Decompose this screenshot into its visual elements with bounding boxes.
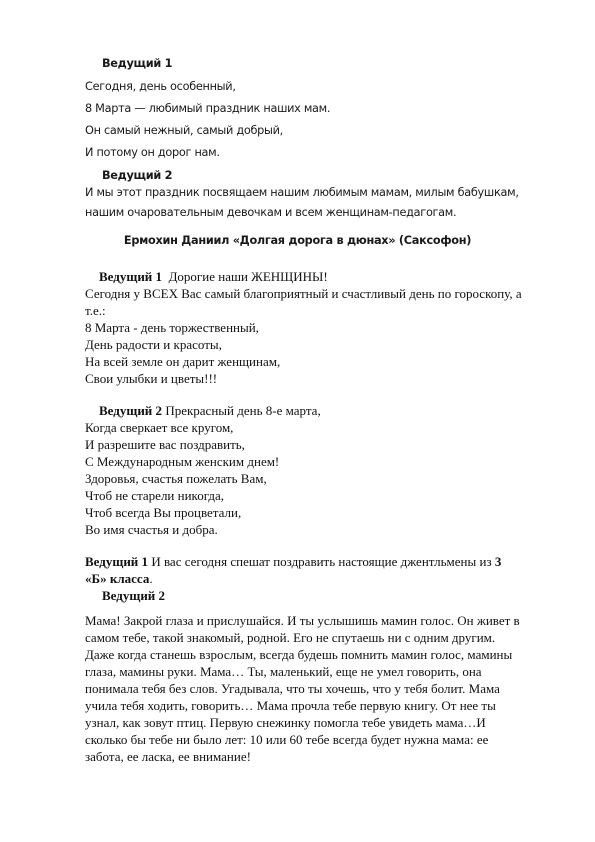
text-line: Даже когда станешь взрослым, всегда будешь помнить мамин голос, мамины <box>85 647 513 662</box>
text-line: сколько бы тебе ни было лет: 10 или 60 тебе всегда будет нужна мама: ее <box>85 732 489 747</box>
text-line: 8 Марта — любимый праздник наших мам. <box>85 102 331 115</box>
class-name: «Б» класса <box>85 571 150 586</box>
text-line: С Международным женским днем! <box>85 454 280 469</box>
performance-title: Ермохин Даниил «Долгая дорога в дюнах» (Саксофон) <box>123 234 472 247</box>
paragraph-first-line <box>99 269 328 285</box>
text-line: Здоровья, счастья пожелать Вам, <box>85 471 267 486</box>
speaker-label: Ведущий 1 <box>85 554 149 569</box>
text-line: 8 Марта - день торжественный, <box>85 320 259 335</box>
class-number: 3 <box>494 554 502 569</box>
text-fragment: И вас сегодня спешат поздравить настоящие джентльмены из <box>151 554 492 569</box>
text-line: понимала тебя без слов. Угадывала, что ты хочешь, что у тебя болит. Мама <box>85 681 500 696</box>
text-line: На всей земле он дарит женщинам, <box>85 354 281 369</box>
speaker-label: Ведущий 2 <box>99 403 163 418</box>
text-line: Сегодня у ВСЕХ Вас самый благоприятный и счастливый день по гороскопу, а <box>85 286 522 301</box>
text-line: самом тебе, такой знакомый, родной. Его не спутаешь ни с одним другим. <box>85 630 496 645</box>
text-line: т.е.: <box>85 303 106 318</box>
text-fragment: . <box>149 571 153 586</box>
text-line <box>85 571 153 587</box>
text-line: День радости и красоты, <box>85 337 222 352</box>
text-line: И разрешите вас поздравить, <box>85 437 245 452</box>
text-line: И мы этот праздник посвящаем нашим любимым мамам, милым бабушкам, <box>85 186 519 199</box>
text-line: учила тебя ходить, говорить… Мама прочла тебе первую книгу. От нее ты <box>85 698 496 713</box>
text-line: Во имя счастья и добра. <box>85 522 218 537</box>
text-line: нашим очаровательным девочкам и всем женщинам-педагогам. <box>85 206 457 219</box>
text-fragment: Прекрасный день 8-е марта, <box>165 403 321 418</box>
text-line: забота, ее ласка, ее внимание! <box>85 749 251 764</box>
speaker-label: Ведущий 2 <box>102 588 166 603</box>
text-line: И потому он дорог нам. <box>85 146 220 159</box>
text-line: Чтоб не старели никогда, <box>85 488 225 503</box>
text-line: Мама! Закрой глаза и прислушайся. И ты услышишь мамин голос. Он живет в <box>85 613 520 628</box>
text-line: Он самый нежный, самый добрый, <box>85 124 283 137</box>
text-line: Сегодня, день особенный, <box>85 80 236 93</box>
speaker-label: Ведущий 1 <box>99 269 163 284</box>
paragraph-first-line <box>99 403 321 419</box>
text-line: Свои улыбки и цветы!!! <box>85 371 218 386</box>
speaker-label: Ведущий 2 <box>102 169 173 182</box>
speaker-label: Ведущий 1 <box>102 57 173 70</box>
paragraph-first-line <box>85 554 501 570</box>
text-line: Когда сверкает все кругом, <box>85 420 234 435</box>
text-line: глаза, мамины руки. Мама… Ты, маленький, еще не умел говорить, она <box>85 664 482 679</box>
text-line: Чтоб всегда Вы процветали, <box>85 505 242 520</box>
text-line: узнал, как зовут птиц. Первую снежинку помогла тебе увидеть мама…И <box>85 715 486 730</box>
text-fragment: Дорогие наши ЖЕНЩИНЫ! <box>168 269 328 284</box>
